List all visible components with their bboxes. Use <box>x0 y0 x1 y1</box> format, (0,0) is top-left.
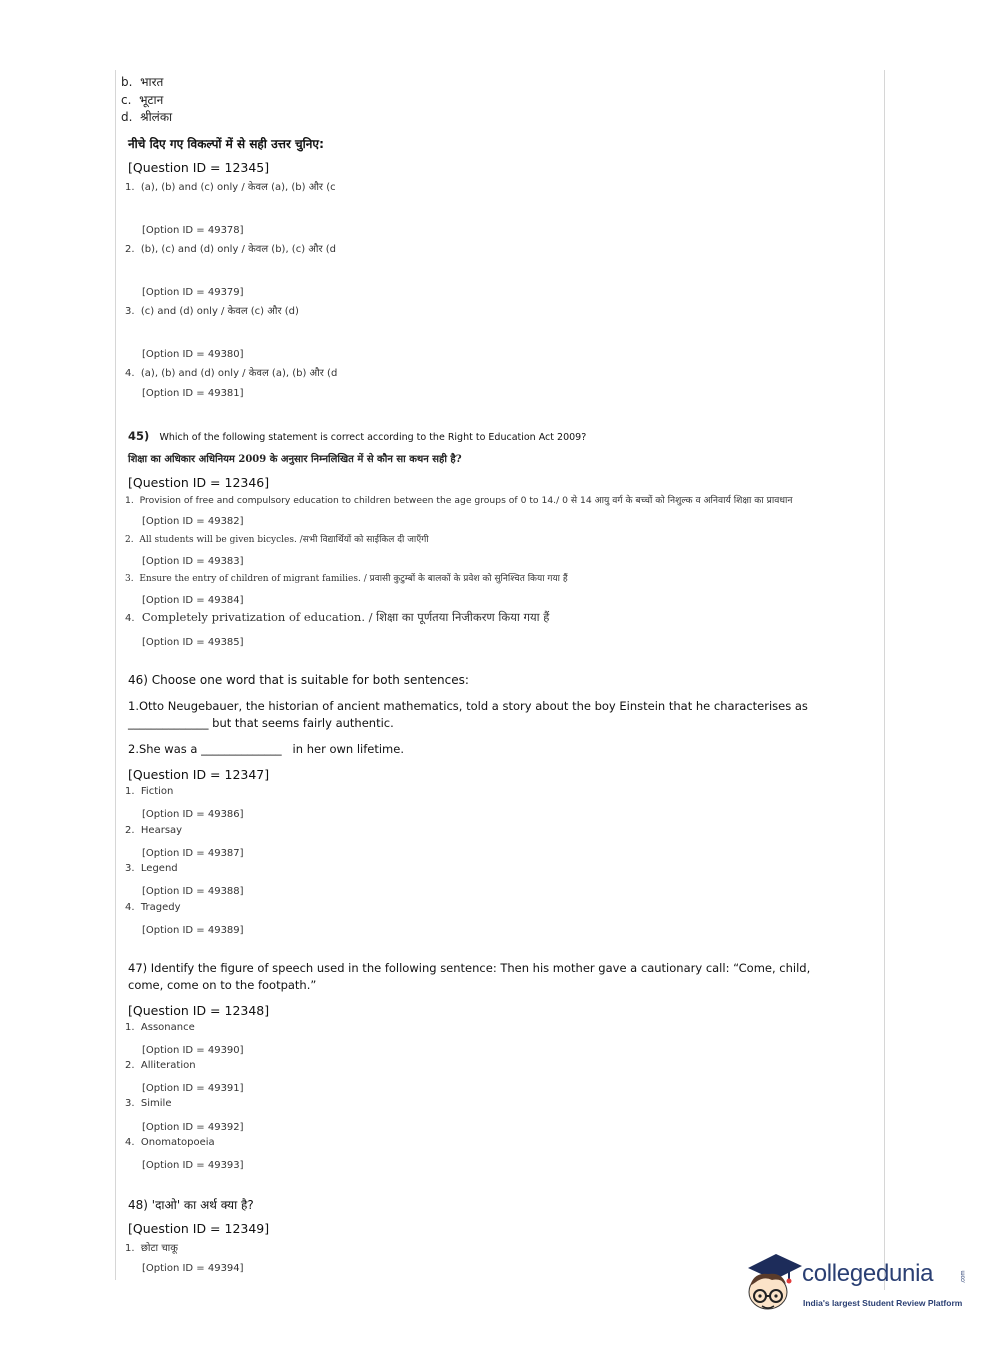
right-margin-line <box>884 70 885 1290</box>
q44-question-id: [Question ID = 12345] <box>128 160 270 175</box>
q46-option-4-id: [Option ID = 49389] <box>142 925 244 936</box>
q48-option-1: 1. छोटा चाकू <box>125 1243 178 1254</box>
q47-option-4-id: [Option ID = 49393] <box>142 1160 244 1171</box>
q44-option-2-id: [Option ID = 49379] <box>142 287 244 298</box>
q45-option-3-id: [Option ID = 49384] <box>142 595 244 606</box>
q44-option-4: 4. (a), (b) and (d) only / केवल (a), (b) और (d <box>125 368 338 379</box>
q46-question: 46) Choose one word that is suitable for both sentences: <box>128 673 469 687</box>
q44-option-3-id: [Option ID = 49380] <box>142 349 244 360</box>
logo-wordmark: collegedunia <box>802 1260 934 1287</box>
q44-option-1: 1. (a), (b) and (c) only / केवल (a), (b) और (c <box>125 182 336 193</box>
collegedunia-logo <box>742 1250 967 1320</box>
q47-option-4: 4. Onomatopoeia <box>125 1137 215 1148</box>
left-margin-line <box>115 70 116 1280</box>
q47-option-2-id: [Option ID = 49391] <box>142 1083 244 1094</box>
logo-suffix: .com <box>960 1270 967 1284</box>
q45-option-2-id: [Option ID = 49383] <box>142 556 244 567</box>
option-b: b. भारत <box>121 75 164 89</box>
q46-option-2-id: [Option ID = 49387] <box>142 848 244 859</box>
q44-option-2: 2. (b), (c) and (d) only / केवल (b), (c) और (d <box>125 244 337 255</box>
q46-sentence-2: 2.She was a ______________ in her own lifetime. <box>128 742 404 756</box>
q44-option-4-id: [Option ID = 49381] <box>142 388 244 399</box>
q47-question-line-1: 47) Identify the figure of speech used in the following sentence: Then his mother gave a cautionary call: “Come, child, <box>128 961 811 975</box>
q45-question-id: [Question ID = 12346] <box>128 475 270 490</box>
q47-question-id: [Question ID = 12348] <box>128 1003 270 1018</box>
q47-option-3: 3. Simile <box>125 1098 172 1109</box>
q48-question: 48) 'दाओ' का अर्थ क्या है? <box>128 1198 254 1212</box>
q45-option-2: 2. All students will be given bicycles. /सभी विद्यार्थियों को साईकिल दी जाएँगी <box>125 535 429 545</box>
q46-option-1-id: [Option ID = 49386] <box>142 809 244 820</box>
q46-option-2: 2. Hearsay <box>125 825 183 836</box>
mascot-icon <box>742 1250 804 1320</box>
q48-option-1-id: [Option ID = 49394] <box>142 1263 244 1274</box>
q44-instruction: नीचे दिए गए विकल्पों में से सही उत्तर चुनिए: <box>128 137 324 151</box>
q47-option-1-id: [Option ID = 49390] <box>142 1045 244 1056</box>
q45-option-4: 4. Completely privatization of education. / शिक्षा का पूर्णतया निजीकरण किया गया हैं <box>125 610 550 624</box>
q45-question: 45) Which of the following statement is correct according to the Right to Education Act 2009? <box>128 429 587 443</box>
q45-question-hindi: शिक्षा का अधिकार अधिनियम 2009 के अनुसार निम्नलिखित में से कौन सा कथन सही है? <box>128 454 462 465</box>
q47-option-2: 2. Alliteration <box>125 1060 196 1071</box>
q46-question-id: [Question ID = 12347] <box>128 767 270 782</box>
q46-option-4: 4. Tragedy <box>125 902 181 913</box>
option-d: d. श्रीलंका <box>121 110 173 124</box>
q46-sentence-1-line-1: 1.Otto Neugebauer, the historian of ancient mathematics, told a story about the boy Einstein that he characterises as <box>128 699 808 713</box>
logo-tagline: India's largest Student Review Platform <box>803 1298 963 1308</box>
q48-question-id: [Question ID = 12349] <box>128 1221 270 1236</box>
q46-option-1: 1. Fiction <box>125 786 174 797</box>
q46-option-3: 3. Legend <box>125 863 178 874</box>
q47-option-1: 1. Assonance <box>125 1022 195 1033</box>
option-c: c. भूटान <box>121 93 164 107</box>
q45-option-1-id: [Option ID = 49382] <box>142 516 244 527</box>
q44-option-3: 3. (c) and (d) only / केवल (c) और (d) <box>125 306 299 317</box>
q47-option-3-id: [Option ID = 49392] <box>142 1122 244 1133</box>
q46-option-3-id: [Option ID = 49388] <box>142 886 244 897</box>
q45-option-1: 1. Provision of free and compulsory education to children between the age groups of 0 to 14./ 0 से 14 आयु वर्ग के बच्चों को निशुल्क व अनिवार्य शिक्षा का प्रावधान <box>125 495 793 506</box>
q44-option-1-id: [Option ID = 49378] <box>142 225 244 236</box>
q45-option-3: 3. Ensure the entry of children of migrant families. / प्रवासी कुटुम्बों के बालकों के प्रवेश को सुनिश्चित किया गया हैं <box>125 574 568 584</box>
q47-question-line-2: come, come on to the footpath.” <box>128 978 317 992</box>
q45-option-4-id: [Option ID = 49385] <box>142 637 244 648</box>
q46-sentence-1-line-2: ______________ but that seems fairly authentic. <box>128 716 394 730</box>
